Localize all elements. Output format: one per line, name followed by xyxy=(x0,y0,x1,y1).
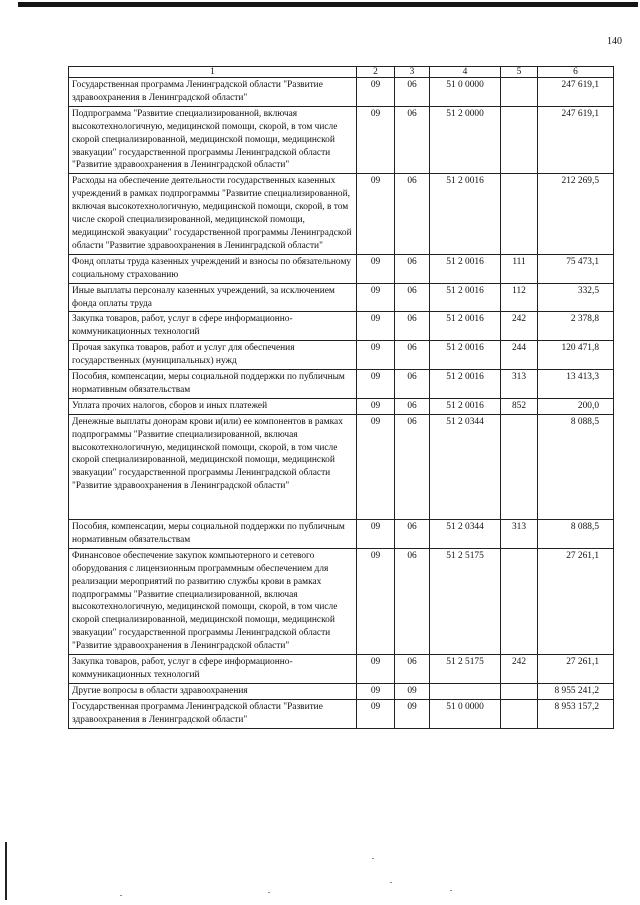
row-name-cell: Пособия, компенсации, меры социальной поддержки по публичным нормативным обязательствам xyxy=(69,370,357,399)
row-subsection-cell: 06 xyxy=(395,78,430,107)
table-row xyxy=(69,106,614,174)
row-target-article-cell: 51 0 0000 xyxy=(430,699,501,728)
row-amount-cell: 247 619,1 xyxy=(538,106,614,174)
row-subsection-cell: 06 xyxy=(395,519,430,548)
table-row xyxy=(69,683,614,699)
table-row xyxy=(69,174,614,254)
row-target-article-cell: 51 2 0016 xyxy=(430,370,501,399)
row-expense-type-cell xyxy=(501,683,538,699)
row-section-cell: 09 xyxy=(357,414,395,519)
row-target-article-cell: 51 2 5175 xyxy=(430,655,501,684)
row-subsection-cell: 06 xyxy=(395,548,430,654)
row-expense-type-cell: 313 xyxy=(501,519,538,548)
row-subsection-cell: 06 xyxy=(395,655,430,684)
row-amount-cell: 13 413,3 xyxy=(538,370,614,399)
row-target-article-cell: 51 2 0016 xyxy=(430,398,501,414)
row-amount-cell: 200,0 xyxy=(538,398,614,414)
row-section-cell: 09 xyxy=(357,519,395,548)
row-subsection-cell: 06 xyxy=(395,414,430,519)
header-col-2: 2 xyxy=(357,67,395,78)
row-expense-type-cell: 112 xyxy=(501,283,538,312)
row-subsection-cell: 06 xyxy=(395,106,430,174)
row-expense-type-cell: 242 xyxy=(501,312,538,341)
row-subsection-cell: 06 xyxy=(395,254,430,283)
scan-speck xyxy=(450,890,452,891)
page-number: 140 xyxy=(607,36,622,47)
table-row xyxy=(69,254,614,283)
header-col-1: 1 xyxy=(69,67,357,78)
row-target-article-cell: 51 2 0016 xyxy=(430,312,501,341)
row-amount-cell: 75 473,1 xyxy=(538,254,614,283)
row-subsection-cell: 06 xyxy=(395,398,430,414)
table-row xyxy=(69,548,614,654)
row-amount-cell: 27 261,1 xyxy=(538,655,614,684)
row-target-article-cell: 51 2 0016 xyxy=(430,341,501,370)
row-subsection-cell: 09 xyxy=(395,699,430,728)
row-target-article-cell: 51 2 0016 xyxy=(430,254,501,283)
table-row xyxy=(69,519,614,548)
row-target-article-cell: 51 2 0016 xyxy=(430,283,501,312)
row-subsection-cell: 06 xyxy=(395,283,430,312)
row-section-cell: 09 xyxy=(357,398,395,414)
row-name-cell: Пособия, компенсации, меры социальной поддержки по публичным нормативным обязательствам xyxy=(69,519,357,548)
row-target-article-cell: 51 2 0016 xyxy=(430,174,501,254)
row-subsection-cell: 09 xyxy=(395,683,430,699)
header-col-4: 4 xyxy=(430,67,501,78)
table-row xyxy=(69,370,614,399)
row-section-cell: 09 xyxy=(357,283,395,312)
row-amount-cell: 120 471,8 xyxy=(538,341,614,370)
row-name-cell: Государственная программа Ленинградской области "Развитие здравоохранения в Ленинградской области" xyxy=(69,699,357,728)
row-name-cell: Закупка товаров, работ, услуг в сфере информационно-коммуникационных технологий xyxy=(69,655,357,684)
row-amount-cell: 212 269,5 xyxy=(538,174,614,254)
row-expense-type-cell xyxy=(501,699,538,728)
row-target-article-cell: 51 0 0000 xyxy=(430,78,501,107)
row-amount-cell: 27 261,1 xyxy=(538,548,614,654)
table-row xyxy=(69,699,614,728)
header-col-3: 3 xyxy=(395,67,430,78)
row-expense-type-cell: 313 xyxy=(501,370,538,399)
row-expense-type-cell: 111 xyxy=(501,254,538,283)
row-target-article-cell: 51 2 0000 xyxy=(430,106,501,174)
row-name-cell: Иные выплаты персоналу казенных учреждений, за исключением фонда оплаты труда xyxy=(69,283,357,312)
scan-speck xyxy=(120,895,122,896)
row-expense-type-cell: 244 xyxy=(501,341,538,370)
row-section-cell: 09 xyxy=(357,341,395,370)
row-name-cell: Уплата прочих налогов, сборов и иных платежей xyxy=(69,398,357,414)
budget-table xyxy=(68,66,614,729)
row-section-cell: 09 xyxy=(357,548,395,654)
row-amount-cell: 8 088,5 xyxy=(538,414,614,519)
row-expense-type-cell xyxy=(501,106,538,174)
row-expense-type-cell: 852 xyxy=(501,398,538,414)
row-name-cell: Другие вопросы в области здравоохранения xyxy=(69,683,357,699)
row-section-cell: 09 xyxy=(357,683,395,699)
row-expense-type-cell xyxy=(501,174,538,254)
row-target-article-cell: 51 2 0344 xyxy=(430,414,501,519)
row-section-cell: 09 xyxy=(357,78,395,107)
row-subsection-cell: 06 xyxy=(395,174,430,254)
row-amount-cell: 332,5 xyxy=(538,283,614,312)
row-amount-cell: 8 953 157,2 xyxy=(538,699,614,728)
row-section-cell: 09 xyxy=(357,254,395,283)
row-target-article-cell: 51 2 5175 xyxy=(430,548,501,654)
table-row xyxy=(69,398,614,414)
row-target-article-cell: 51 2 0344 xyxy=(430,519,501,548)
scan-speck xyxy=(268,892,270,893)
row-section-cell: 09 xyxy=(357,312,395,341)
table-row xyxy=(69,655,614,684)
column-number-row xyxy=(69,67,614,78)
header-col-5: 5 xyxy=(501,67,538,78)
top-border-rule xyxy=(18,2,638,7)
row-section-cell: 09 xyxy=(357,699,395,728)
table-row xyxy=(69,312,614,341)
row-section-cell: 09 xyxy=(357,655,395,684)
row-section-cell: 09 xyxy=(357,174,395,254)
scan-margin-mark xyxy=(5,842,7,900)
row-name-cell: Финансовое обеспечение закупок компьютерного и сетевого оборудования с лицензионным программным обеспечением для реализации мероприятий по развитию службы крови в рамках подпрограммы "Развитие специализированной, включая высокотехнологичную, медицинской помощи, скорой, в том числе скорой специализированной, медицинской помощи, медицинской эвакуации" государственной программы Ленинградской области "Развитие здравоохранения в Ленинградской области" xyxy=(69,548,357,654)
row-target-article-cell xyxy=(430,683,501,699)
table-row xyxy=(69,341,614,370)
row-name-cell: Государственная программа Ленинградской области "Развитие здравоохранения в Ленинградской области" xyxy=(69,78,357,107)
scan-speck xyxy=(390,882,392,883)
row-amount-cell: 8 955 241,2 xyxy=(538,683,614,699)
row-name-cell: Прочая закупка товаров, работ и услуг для обеспечения государственных (муниципальных) нужд xyxy=(69,341,357,370)
row-expense-type-cell xyxy=(501,548,538,654)
row-section-cell: 09 xyxy=(357,370,395,399)
table-row xyxy=(69,283,614,312)
scan-speck xyxy=(372,858,374,859)
table-row xyxy=(69,78,614,107)
row-expense-type-cell xyxy=(501,414,538,519)
row-subsection-cell: 06 xyxy=(395,341,430,370)
header-col-6: 6 xyxy=(538,67,614,78)
row-name-cell: Расходы на обеспечение деятельности государственных казенных учреждений в рамках подпрограммы "Развитие специализированной, включая высокотехнологичную, медицинской помощи, скорой, в том числе скорой специализированной, медицинской помощи, медицинской эвакуации" государственной программы Ленинградской области "Развитие здравоохранения в Ленинградской области" xyxy=(69,174,357,254)
row-name-cell: Денежные выплаты донорам крови и(или) ее компонентов в рамках подпрограммы "Развитие специализированной, включая высокотехнологичную, медицинской помощи, скорой, в том числе скорой специализированной, медицинской помощи, медицинской эвакуации" государственной программы Ленинградской области "Развитие здравоохранения в Ленинградской области" xyxy=(69,414,357,519)
row-name-cell: Закупка товаров, работ, услуг в сфере информационно-коммуникационных технологий xyxy=(69,312,357,341)
row-expense-type-cell: 242 xyxy=(501,655,538,684)
row-expense-type-cell xyxy=(501,78,538,107)
table-row xyxy=(69,414,614,519)
row-amount-cell: 2 378,8 xyxy=(538,312,614,341)
row-subsection-cell: 06 xyxy=(395,370,430,399)
row-name-cell: Подпрограмма "Развитие специализированной, включая высокотехнологичную, медицинской помощи, скорой, в том числе скорой специализированной, медицинской помощи, медицинской эвакуации" государственной программы Ленинградской области "Развитие здравоохранения в Ленинградской области" xyxy=(69,106,357,174)
row-amount-cell: 8 088,5 xyxy=(538,519,614,548)
row-name-cell: Фонд оплаты труда казенных учреждений и взносы по обязательному социальному страхованию xyxy=(69,254,357,283)
row-subsection-cell: 06 xyxy=(395,312,430,341)
row-section-cell: 09 xyxy=(357,106,395,174)
row-amount-cell: 247 619,1 xyxy=(538,78,614,107)
